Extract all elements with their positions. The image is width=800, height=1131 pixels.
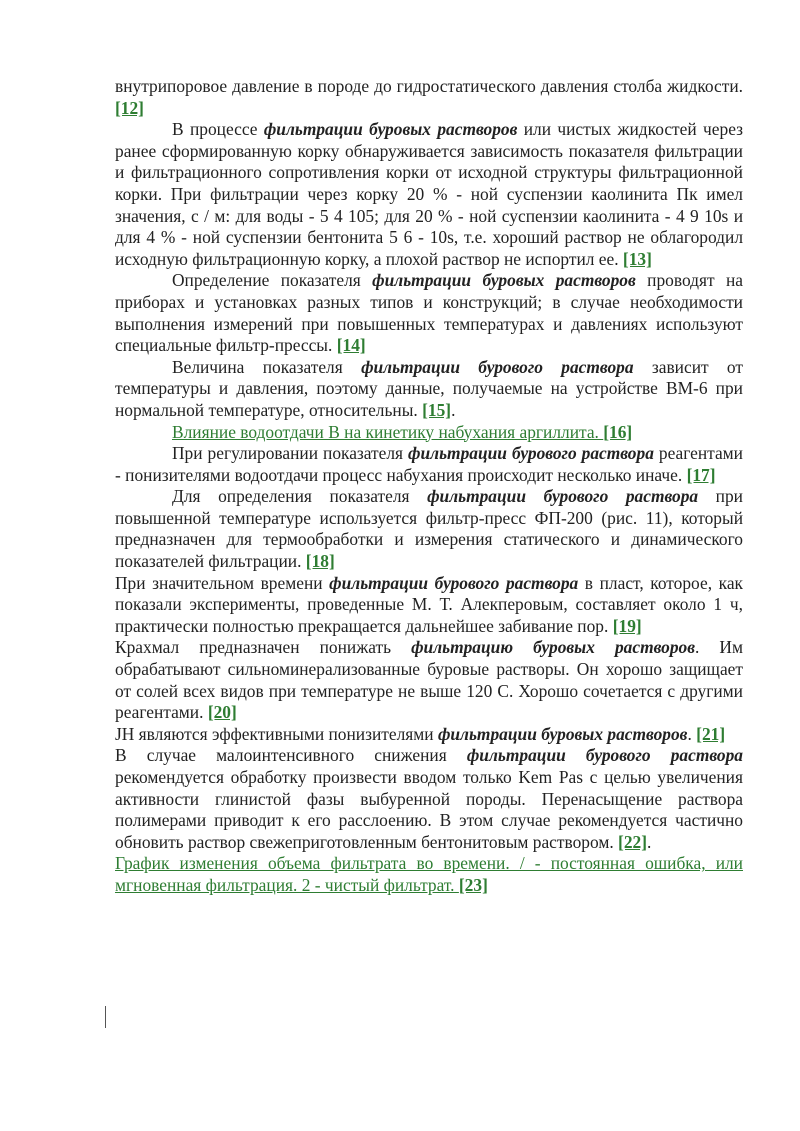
paragraph-text: . bbox=[451, 399, 456, 420]
paragraph-text: или чистых жидкостей через ранее сформированную корку обнаруживается зависимость показателя фильтрации и фильтрационного сопротивления корки от исходной структуры фильтрационной корки. При фильтрации через корку 20 % - ной суспензии каолинита Пк имел значения, с / м: для воды - 5 4 105; для 20 % - ной суспензии каолинита - 4 9 10s и для 4 % - ной суспензии бентонита 5 6 - 10s, т.е. хороший раствор не облагородил исходную фильтрационную корку, а плохой раствор не испортил ее. bbox=[115, 119, 744, 269]
keyword-emphasis: фильтрации буровых растворов bbox=[437, 723, 688, 744]
paragraph-text: . bbox=[687, 723, 697, 744]
paragraph-10 bbox=[115, 724, 743, 746]
paragraph-text: При значительном времени bbox=[115, 572, 330, 593]
paragraph-1 bbox=[115, 76, 743, 119]
paragraph-7 bbox=[115, 486, 743, 572]
reference-link-14[interactable]: [14] bbox=[336, 335, 366, 356]
reference-link-18[interactable]: [18] bbox=[305, 551, 335, 572]
reference-link-19[interactable]: [19] bbox=[612, 615, 642, 636]
keyword-emphasis: фильтрации буровых растворов bbox=[263, 119, 518, 140]
paragraph-text: при повышенной температуре используется фильтр-пресс ФП-200 (рис. 11), который предназначен для термообработки и измерения статического и динамического показателей фильтрации. bbox=[115, 486, 743, 572]
paragraph-4 bbox=[115, 357, 743, 422]
keyword-emphasis: фильтрации бурового раствора bbox=[427, 486, 699, 507]
paragraph-text: рекомендуется обработку произвести вводом только Kem Pas с целью увеличения активности глинистой фазы выбуренной породы. Перенасыщение раствора полимерами приводит к его расслоению. В этом случае рекомендуется частично обновить раствор свежеприготовленным бентонитовым раствором. bbox=[115, 767, 743, 852]
figure-caption-link[interactable]: Влияние водоотдачи В на кинетику набухания аргиллита. bbox=[172, 421, 604, 442]
reference-link-23[interactable]: [23] bbox=[458, 874, 488, 895]
paragraph-text: JH являются эффективными понизителями bbox=[115, 723, 438, 744]
paragraph-text: В случае малоинтенсивного снижения bbox=[115, 745, 467, 766]
paragraph-text: . bbox=[647, 831, 652, 852]
reference-link-17[interactable]: [17] bbox=[686, 464, 716, 485]
reference-link-16[interactable]: [16] bbox=[603, 421, 633, 442]
paragraph-text: реагентами - понизителями водоотдачи процесс набухания происходит несколько иначе. bbox=[115, 443, 743, 485]
keyword-emphasis: фильтрации буровых растворов bbox=[372, 270, 636, 291]
document-body bbox=[115, 76, 743, 897]
paragraph-11 bbox=[115, 745, 743, 853]
paragraph-12 bbox=[115, 853, 743, 896]
paragraph-text: В процессе bbox=[172, 119, 264, 140]
paragraph-3 bbox=[115, 270, 743, 356]
reference-link-22[interactable]: [22] bbox=[618, 831, 648, 852]
paragraph-text: зависит от температуры и давления, поэтому данные, получаемые на устройстве ВМ-6 при нормальной температуре, относительны. bbox=[115, 356, 743, 420]
paragraph-9 bbox=[115, 637, 743, 723]
paragraph-text: Крахмал предназначен понижать bbox=[115, 637, 412, 658]
paragraph-text: внутрипоровое давление в породе до гидростатического давления столба жидкости. bbox=[115, 76, 743, 96]
paragraph-text: При регулировании показателя bbox=[172, 443, 409, 464]
reference-link-15[interactable]: [15] bbox=[422, 399, 452, 420]
figure-caption-link[interactable]: График изменения объема фильтрата во времени. / - постоянная ошибка, или мгновенная фильтрация. 2 - чистый фильтрат. bbox=[115, 853, 743, 895]
reference-link-12[interactable]: [12] bbox=[115, 97, 144, 118]
paragraph-8 bbox=[115, 573, 743, 638]
reference-link-13[interactable]: [13] bbox=[622, 248, 652, 269]
reference-link-21[interactable]: [21] bbox=[696, 723, 726, 744]
paragraph-text: Определение показателя bbox=[172, 270, 373, 291]
keyword-emphasis: фильтрации бурового раствора bbox=[466, 745, 743, 766]
keyword-emphasis: фильтрации бурового раствора bbox=[329, 572, 579, 593]
paragraph-text: Величина показателя bbox=[172, 356, 362, 377]
paragraph-5 bbox=[115, 422, 743, 444]
paragraph-text: Для определения показателя bbox=[172, 486, 428, 507]
reference-link-20[interactable]: [20] bbox=[207, 702, 237, 723]
keyword-emphasis: фильтрации бурового раствора bbox=[361, 356, 634, 377]
keyword-emphasis: фильтрацию буровых растворов bbox=[411, 637, 696, 658]
paragraph-6 bbox=[115, 443, 743, 486]
paragraph-2 bbox=[115, 119, 743, 270]
paragraph-text: в пласт, которое, как показали эксперименты, проведенные М. Т. Алекперовым, составляет около 1 ч, практически полностью прекращается дальнейшее забивание пор. bbox=[115, 572, 743, 636]
paragraph-text: . Им обрабатывают сильноминерализованные буровые растворы. Он хорошо защищает от солей всех видов при температуре не выше 120 С. Хорошо сочетается с другими реагентами. bbox=[115, 637, 743, 723]
text-cursor bbox=[105, 1006, 106, 1028]
paragraph-text: проводят на приборах и установках разных типов и конструкций; в случае необходимости выполнения измерений при повышенных температурах и давлениях используют специальные фильтр-прессы. bbox=[115, 270, 743, 356]
keyword-emphasis: фильтрации бурового раствора bbox=[408, 443, 654, 464]
